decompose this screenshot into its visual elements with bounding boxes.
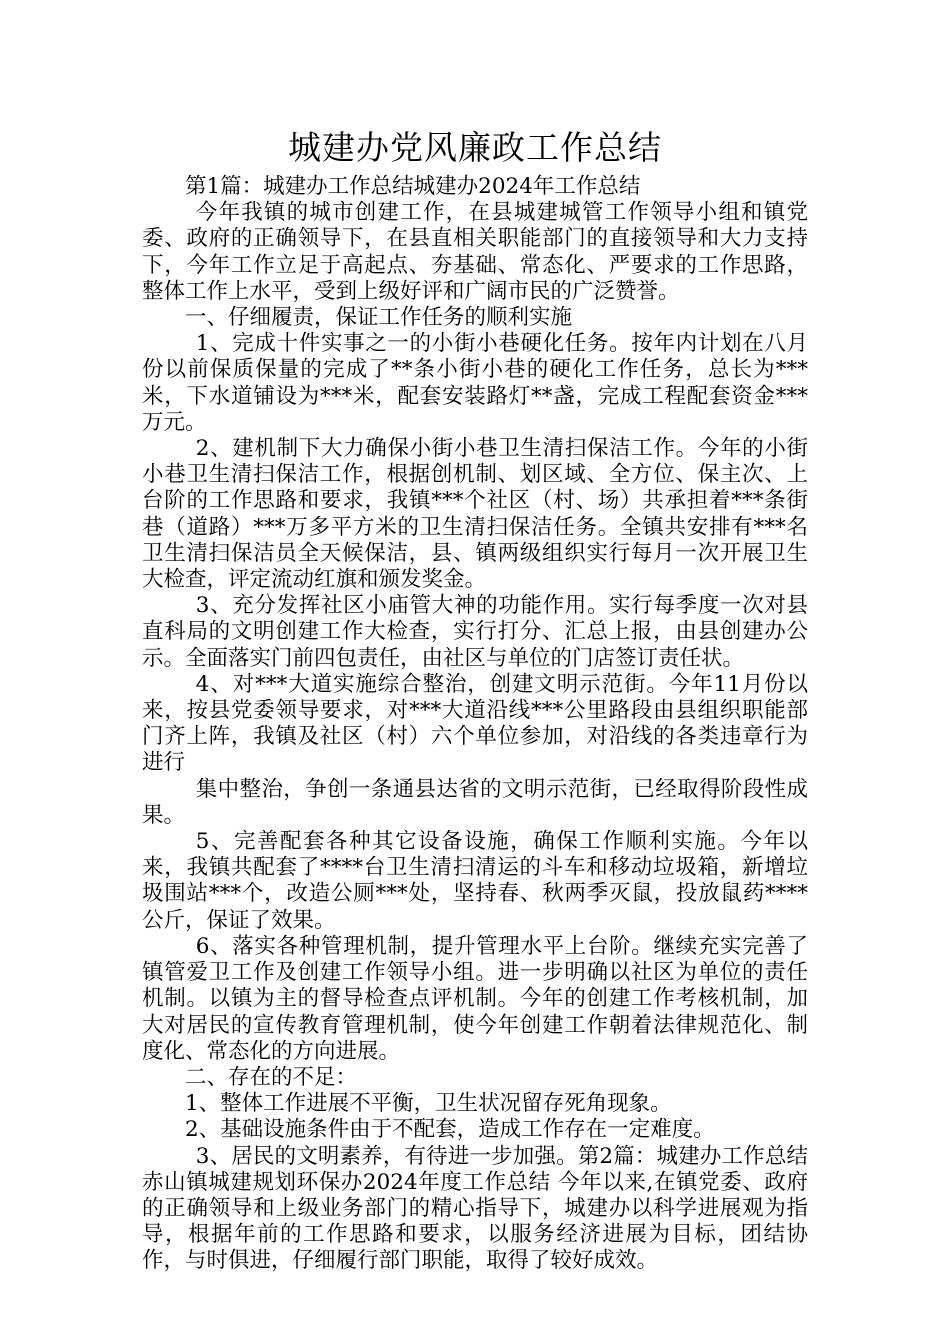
paragraph-item-6: 6、落实各种管理机制，提升管理水平上台阶。继续充实完善了镇管爱卫工作及创建工作领导小组。进一步明确以社区为单位的责任机制。以镇为主的督导检查点评机制。今年的创建工作考核机制，加大对居民的宣传教育管理机制，使今年创建工作朝着法律规范化、制度化、常态化的方向进展。 bbox=[142, 933, 808, 1064]
document-body bbox=[142, 174, 808, 1275]
paragraph-shortcoming-1: 1、整体工作进展不平衡，卫生状况留存死角现象。 bbox=[185, 1091, 672, 1117]
paragraph-item-4: 4、对***大道实施综合整治，创建文明示范街。今年11月份以来，按县党委领导要求，对***大道沿线***公里路段由县组织职能部门齐上阵，我镇及社区（村）六个单位参加，对沿线的各类违章行为进行 bbox=[142, 671, 808, 776]
paragraph-item-1: 1、完成十件实事之一的小街小巷硬化任务。按年内计划在八月份以前保质保量的完成了**条小街小巷的硬化工作任务，总长为***米，下水道铺设为***米，配套安装路灯**盏，完成工程配套资金***万元。 bbox=[142, 331, 808, 435]
paragraph-heading-part1: 第1篇：城建办工作总结城建办2024年工作总结 bbox=[185, 174, 641, 199]
section-heading-1: 一、仔细履责，保证工作任务的顺利实施 bbox=[185, 305, 573, 331]
paragraph-shortcoming-3-and-part2: 3、居民的文明素养，有待进一步加强。第2篇：城建办工作总结赤山镇城建规划环保办2024年度工作总结 今年以来,在镇党委、政府的正确领导和上级业务部门的精心指导下，城建办以科学进展观为指导，根据年前的工作思路和要求，以服务经济进展为目标，团结协作，与时俱进，仔细履行部门职能，取得了较好成效。 bbox=[142, 1143, 808, 1274]
paragraph-item-2: 2、建机制下大力确保小街小巷卫生清扫保洁工作。今年的小街小巷卫生清扫保洁工作，根据创机制、划区域、全方位、保主次、上台阶的工作思路和要求，我镇***个社区（村、场）共承担着***条街巷（道路）***万多平方米的卫生清扫保洁任务。全镇共安排有***名卫生清扫保洁员全天候保洁，县、镇两级组织实行每月一次开展卫生大检查，评定流动红旗和颁发奖金。 bbox=[142, 436, 808, 593]
paragraph-item-3: 3、充分发挥社区小庙管大神的功能作用。实行每季度一次对县直科局的文明创建工作大检查，实行打分、汇总上报，由县创建办公示。全面落实门前四包责任，由社区与单位的门店签订责任状。 bbox=[142, 593, 808, 671]
paragraph-intro: 今年我镇的城市创建工作，在县城建城管工作领导小组和镇党委、政府的正确领导下，在县直相关职能部门的直接领导和大力支持下，今年工作立足于高起点、夯基础、常态化、严要求的工作思路，整体工作上水平，受到上级好评和广阔市民的广泛赞誉。 bbox=[142, 200, 808, 304]
paragraph-item-5: 5、完善配套各种其它设备设施，确保工作顺利实施。今年以来，我镇共配套了****台卫生清扫清运的斗车和移动垃圾箱，新增垃圾围站***个，改造公厕***处，坚持春、秋两季灭鼠，投放鼠药****公斤，保证了效果。 bbox=[142, 829, 808, 933]
paragraph-item-4-continued: 集中整治，争创一条通县达省的文明示范街，已经取得阶段性成果。 bbox=[142, 776, 808, 828]
document-title: 城建办党风廉政工作总结 bbox=[288, 128, 662, 167]
section-heading-2: 二、存在的不足： bbox=[185, 1064, 358, 1090]
paragraph-shortcoming-2: 2、基础设施条件由于不配套，造成工作存在一定难度。 bbox=[185, 1117, 715, 1143]
